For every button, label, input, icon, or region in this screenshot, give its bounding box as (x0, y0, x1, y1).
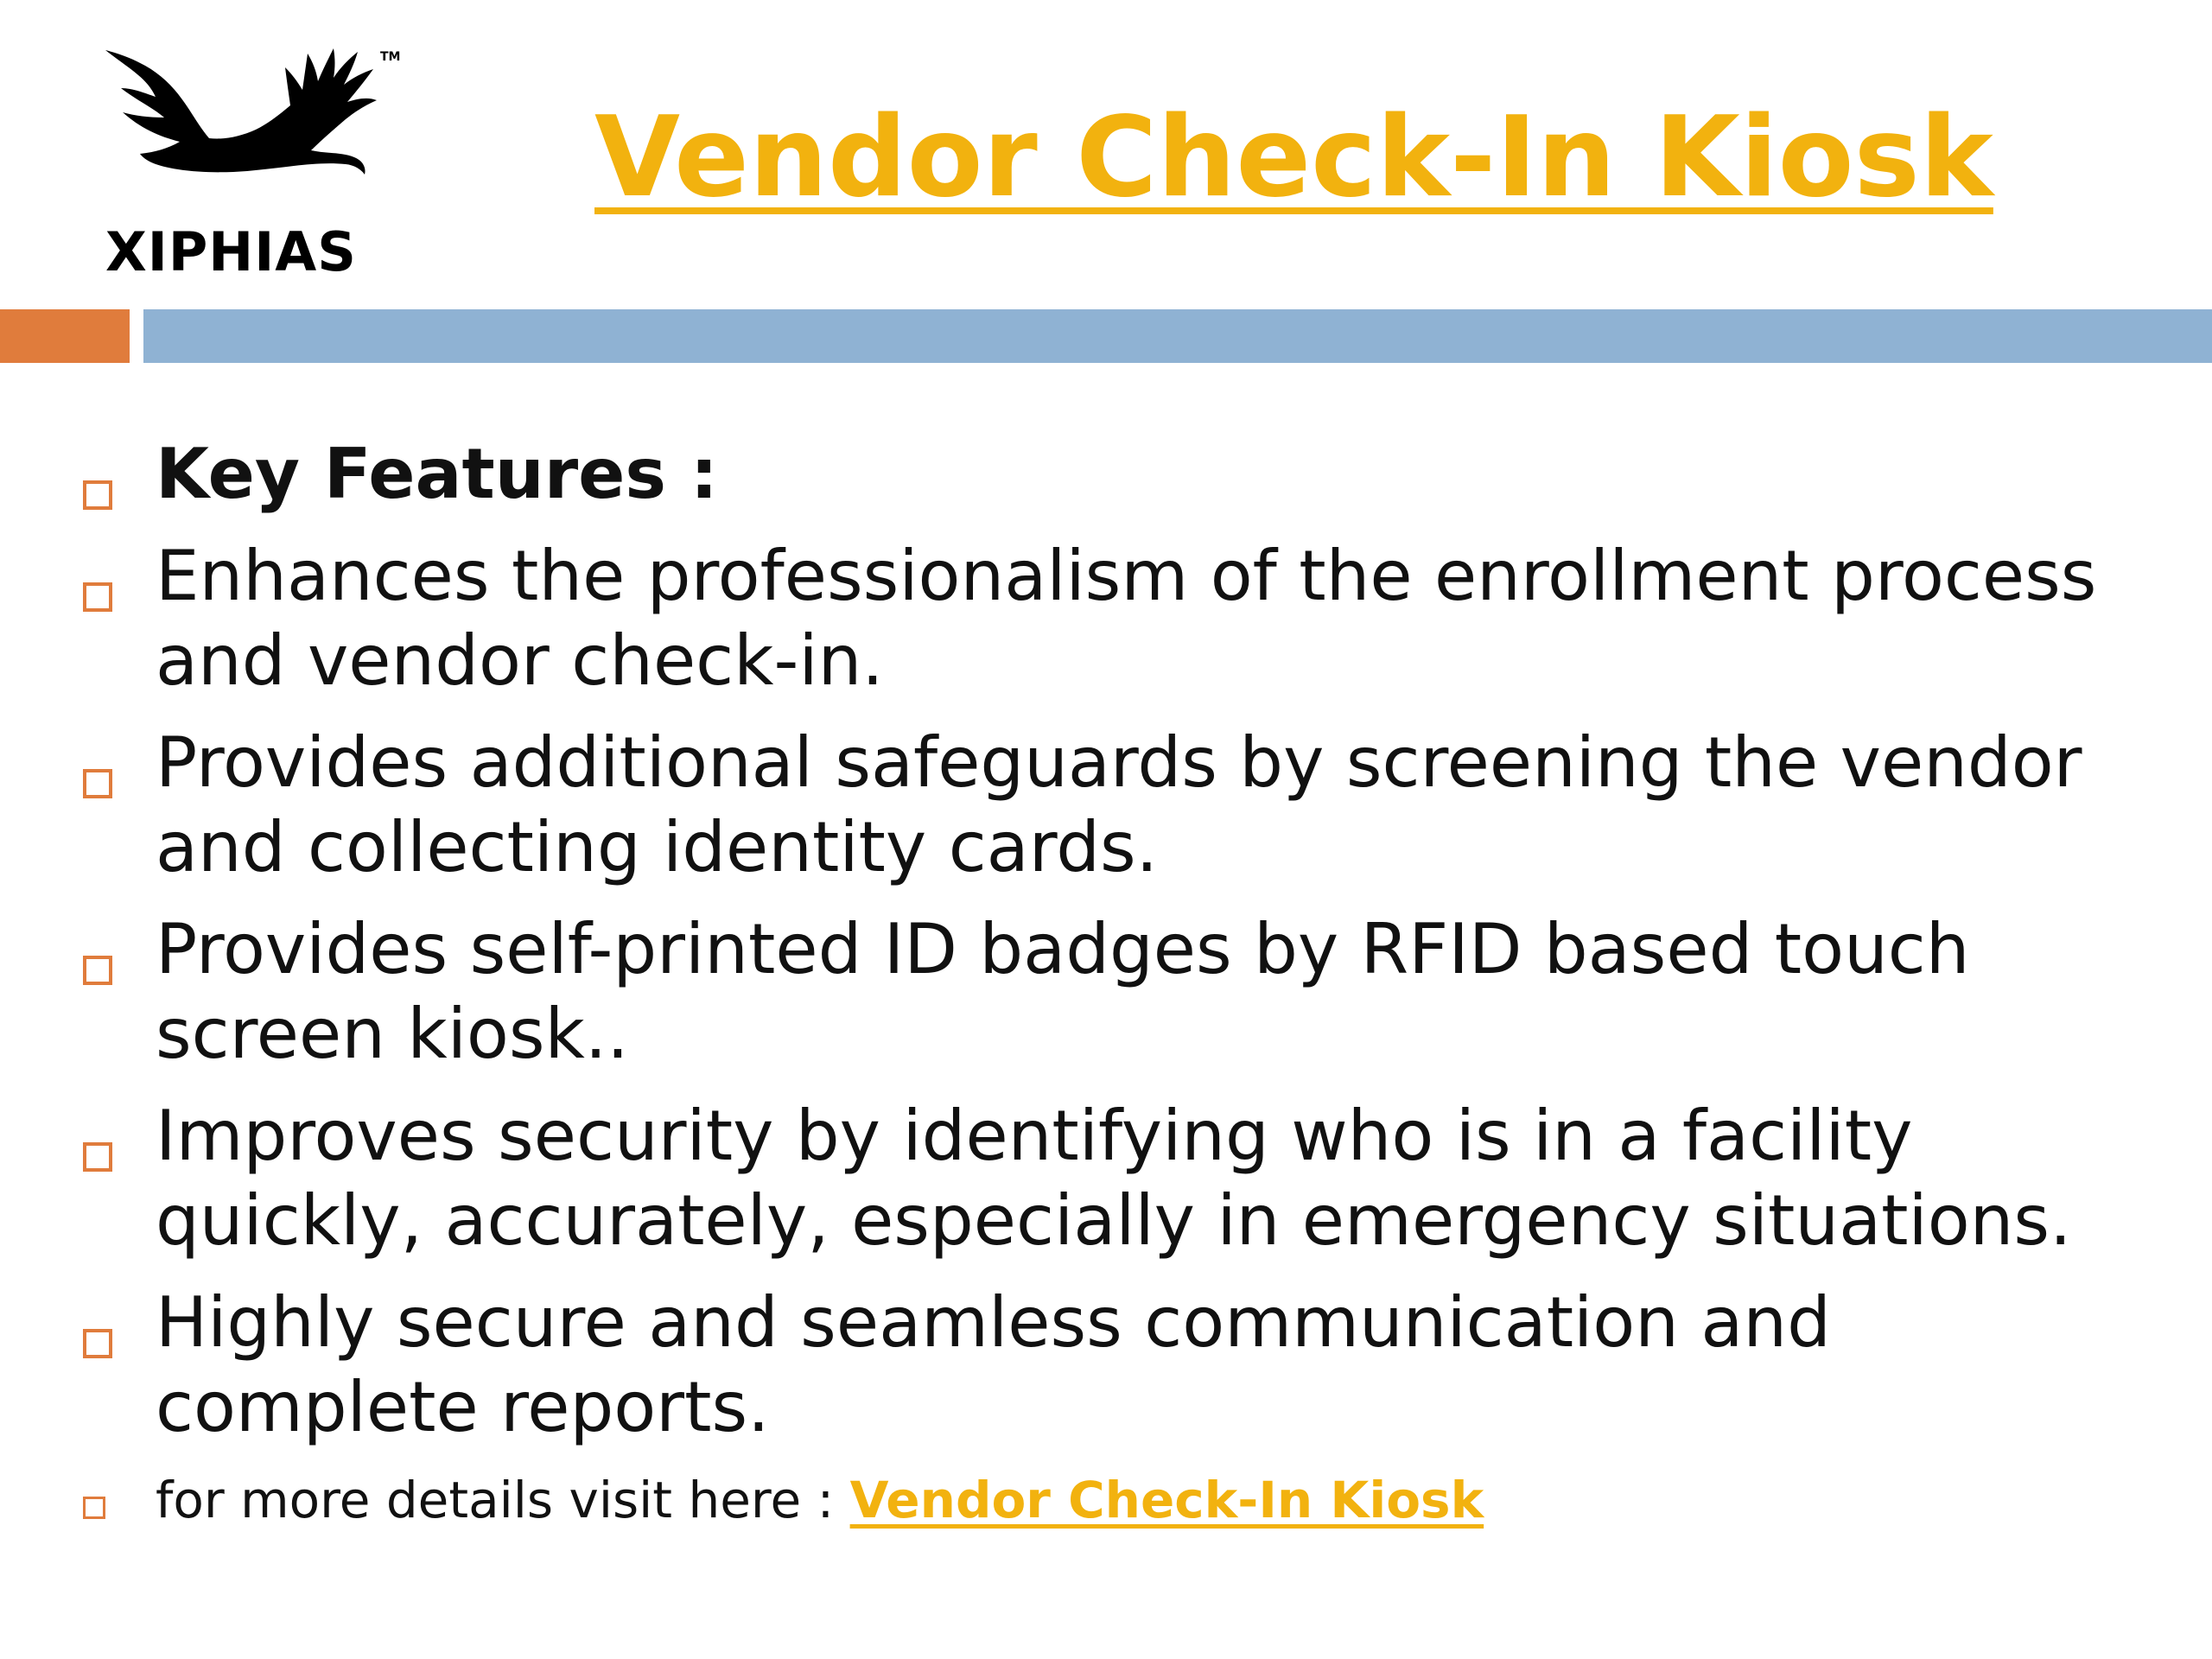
trademark-label: TM (380, 50, 401, 64)
square-bullet-icon (83, 582, 112, 612)
eagle-icon (95, 43, 406, 216)
key-features-heading: Key Features : (156, 434, 718, 514)
page-title[interactable]: Vendor Check-In Kiosk (594, 93, 1993, 222)
bullet-text: Provides self-printed ID badges by RFID based touch screen kiosk.. (156, 909, 1970, 1074)
list-item (76, 432, 2167, 517)
accent-bar-blue (143, 309, 2212, 363)
square-bullet-icon (83, 1329, 112, 1358)
feature-list (76, 432, 2167, 1552)
details-link[interactable]: Vendor Check-In Kiosk (849, 1471, 1484, 1529)
brand-name: XIPHIAS (105, 220, 357, 283)
bullet-text: Enhances the professionalism of the enrollment process and vendor check-in. (156, 536, 2097, 701)
accent-bar-orange (0, 309, 130, 363)
bullet-text: Highly secure and seamless communication and complete reports. (156, 1282, 1831, 1447)
square-bullet-icon (83, 769, 112, 798)
xiphias-logo (95, 43, 406, 285)
list-item (76, 721, 2167, 890)
bullet-text: Improves security by identifying who is in a facility quickly, accurately, especially in emergency situations. (156, 1096, 2072, 1261)
list-item (76, 907, 2167, 1077)
square-bullet-icon (83, 956, 112, 985)
square-bullet-icon (83, 1142, 112, 1172)
footer-prefix: for more details visit here : (156, 1471, 850, 1529)
list-item (76, 534, 2167, 703)
bullet-text: Provides additional safeguards by screening the vendor and collecting identity cards. (156, 722, 2082, 887)
square-bullet-icon (83, 480, 112, 510)
list-item (76, 1094, 2167, 1263)
square-bullet-icon (83, 1497, 105, 1519)
list-item (76, 1281, 2167, 1450)
list-item (76, 1465, 2167, 1535)
